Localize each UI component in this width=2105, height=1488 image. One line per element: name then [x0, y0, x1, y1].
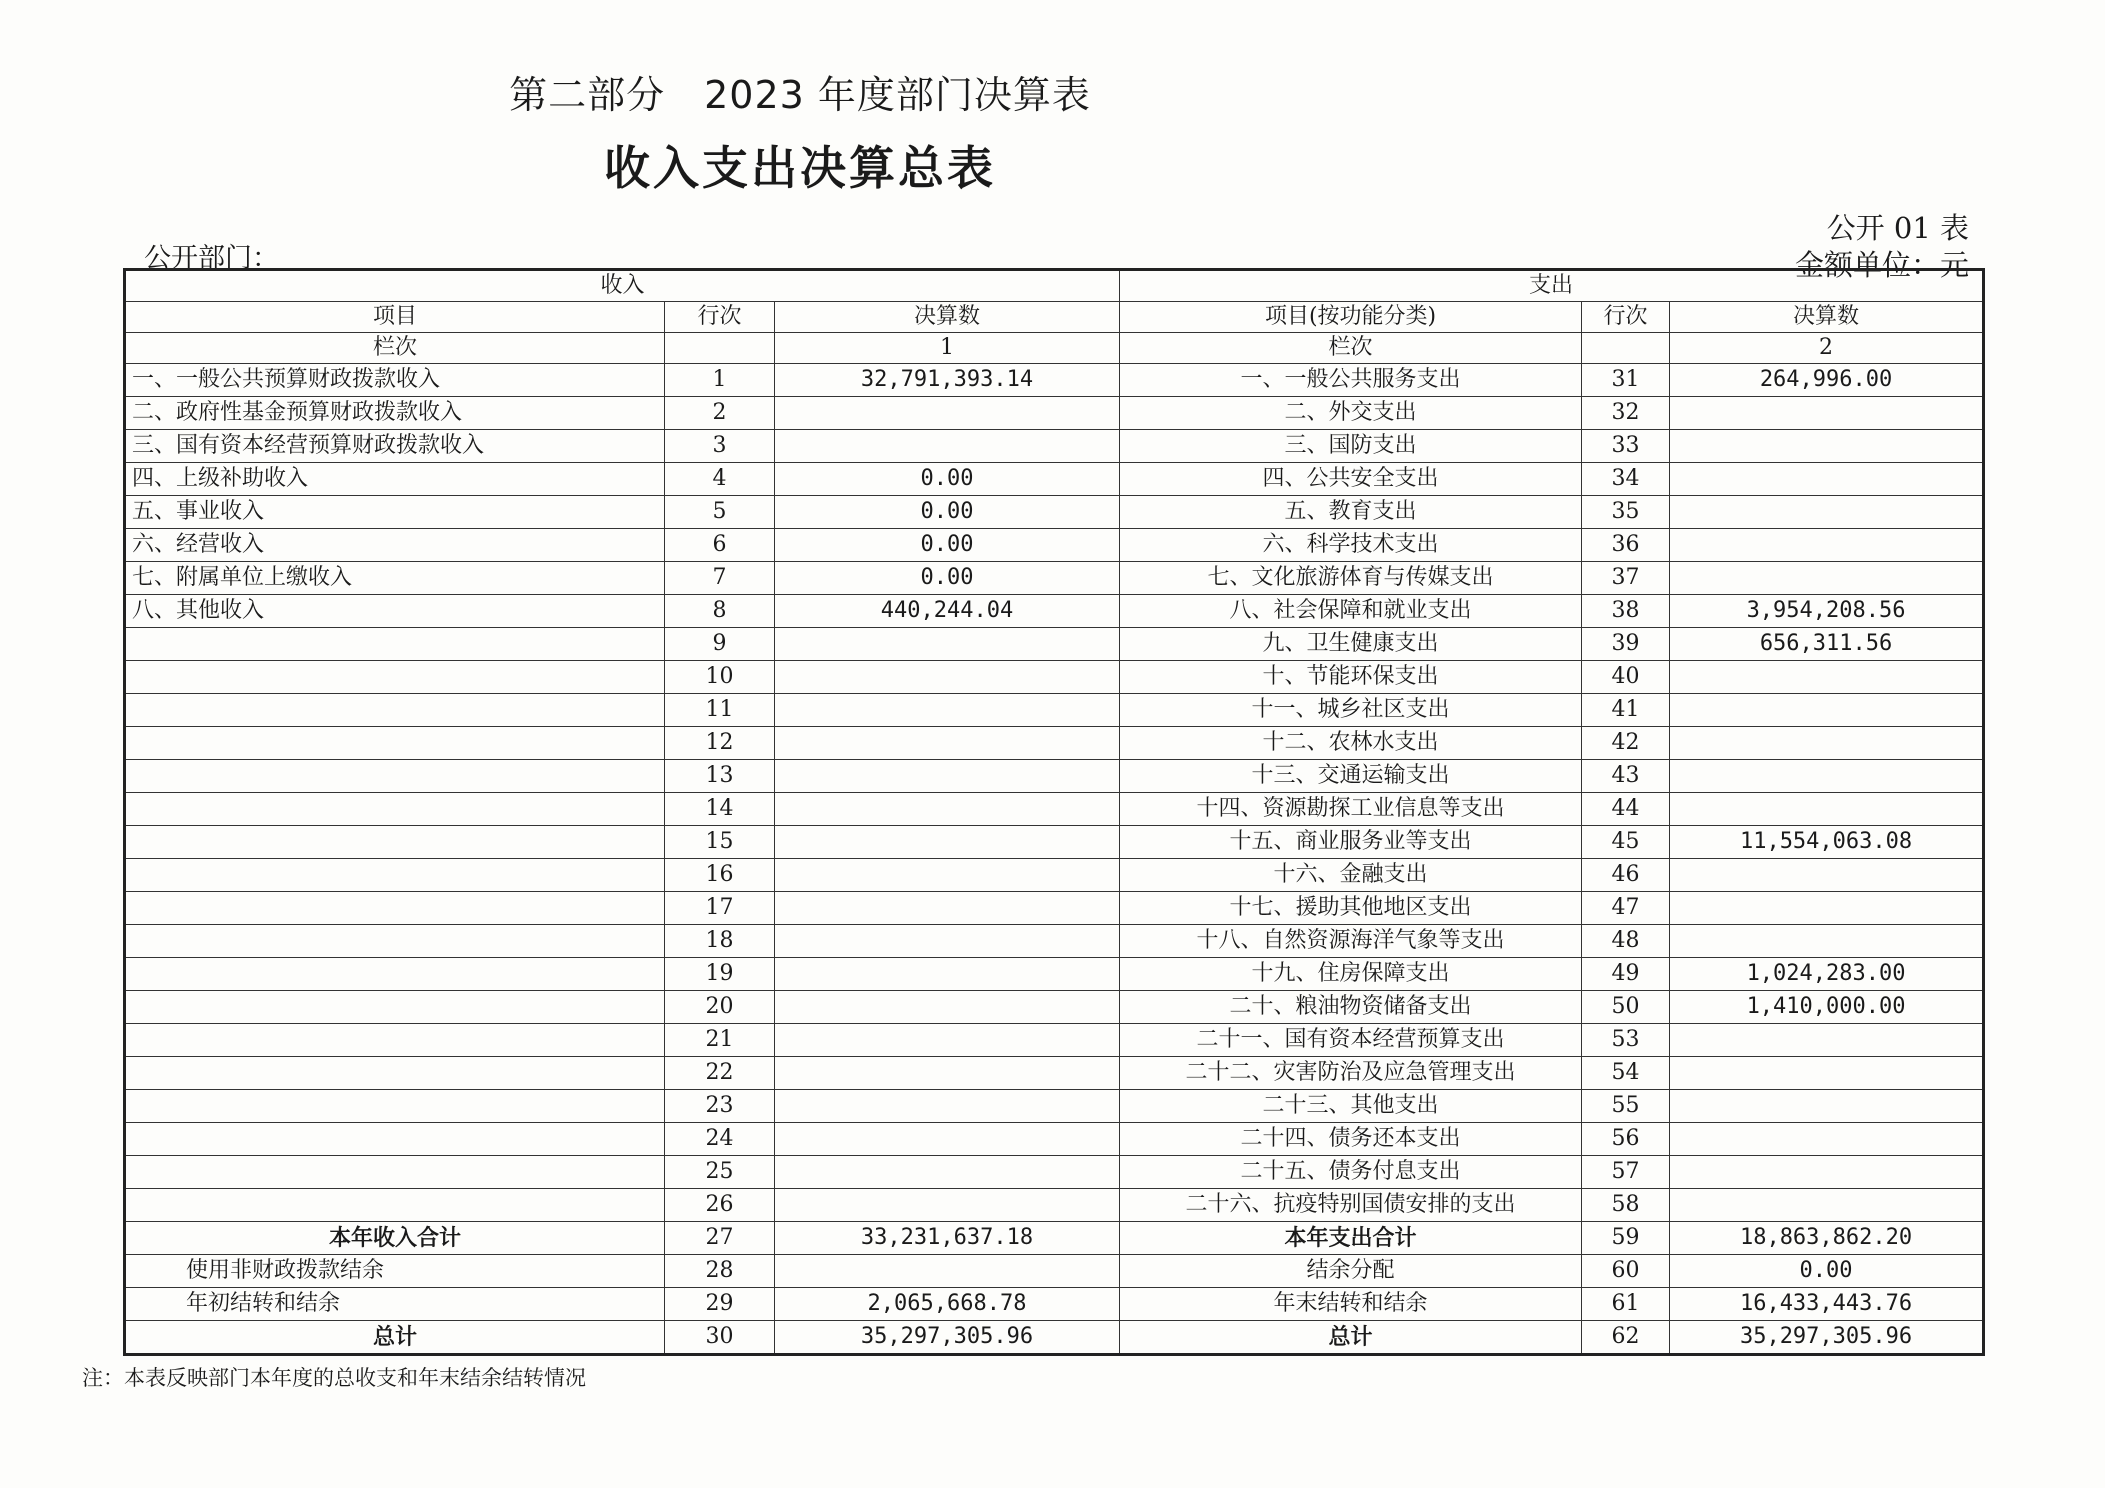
expense-amount-cell	[1670, 430, 1984, 463]
income-line-cell: 23	[665, 1090, 775, 1123]
table-row	[125, 562, 1984, 595]
income-line-cell: 20	[665, 991, 775, 1024]
expense-item-cell: 十一、城乡社区支出	[1120, 694, 1582, 727]
income-item-cell	[125, 925, 665, 958]
expense-amount-cell	[1670, 562, 1984, 595]
expense-amount-cell	[1670, 1024, 1984, 1057]
income-amount-cell	[775, 1024, 1120, 1057]
part-title: 第二部分 2023 年度部门决算表	[509, 73, 1091, 117]
expense-line-cell: 35	[1582, 496, 1670, 529]
expense-item-cell: 三、国防支出	[1120, 430, 1582, 463]
expense-amount-cell	[1670, 925, 1984, 958]
income-line-cell: 7	[665, 562, 775, 595]
table-row	[125, 496, 1984, 529]
income-line-cell: 13	[665, 760, 775, 793]
table-row	[125, 661, 1984, 694]
income-item-cell	[125, 1090, 665, 1123]
income-line-cell: 25	[665, 1156, 775, 1189]
income-line-cell: 27	[665, 1222, 775, 1255]
income-line-cell: 3	[665, 430, 775, 463]
summary-row	[125, 1321, 1984, 1355]
expense-line-cell: 38	[1582, 595, 1670, 628]
income-item-cell	[125, 991, 665, 1024]
expense-amount-cell: 3,954,208.56	[1670, 595, 1984, 628]
expense-item-cell: 二十三、其他支出	[1120, 1090, 1582, 1123]
expense-line-cell: 37	[1582, 562, 1670, 595]
income-item-cell: 四、上级补助收入	[125, 463, 665, 496]
expense-amount-cell: 16,433,443.76	[1670, 1288, 1984, 1321]
expense-line-cell: 39	[1582, 628, 1670, 661]
table-row	[125, 1090, 1984, 1123]
table-row	[125, 991, 1984, 1024]
expense-amount-cell	[1670, 1156, 1984, 1189]
expense-line-cell: 31	[1582, 364, 1670, 397]
expense-amount-cell	[1670, 496, 1984, 529]
income-line-cell: 10	[665, 661, 775, 694]
column-header-row	[125, 302, 1984, 333]
income-item-cell	[125, 1057, 665, 1090]
table-row	[125, 694, 1984, 727]
income-item-cell	[125, 1123, 665, 1156]
expense-amount-cell	[1670, 1057, 1984, 1090]
income-amount-cell	[775, 628, 1120, 661]
expense-item-cell: 十八、自然资源海洋气象等支出	[1120, 925, 1582, 958]
expense-item-cell: 十七、援助其他地区支出	[1120, 892, 1582, 925]
expense-item-cell: 十三、交通运输支出	[1120, 760, 1582, 793]
expense-amount-cell	[1670, 661, 1984, 694]
col-line: 行次	[665, 302, 775, 333]
col-index-2: 2	[1670, 333, 1984, 364]
table-row	[125, 727, 1984, 760]
income-item-cell	[125, 958, 665, 991]
col-amount: 决算数	[775, 302, 1120, 333]
income-item-cell: 总计	[125, 1321, 665, 1355]
income-item-cell	[125, 1024, 665, 1057]
income-line-cell: 29	[665, 1288, 775, 1321]
table-row	[125, 595, 1984, 628]
table-row	[125, 1057, 1984, 1090]
income-amount-cell	[775, 1090, 1120, 1123]
col-index-label2: 栏次	[1120, 333, 1582, 364]
expense-line-cell: 57	[1582, 1156, 1670, 1189]
table-row	[125, 760, 1984, 793]
income-line-cell: 6	[665, 529, 775, 562]
table-row	[125, 529, 1984, 562]
expense-line-cell: 53	[1582, 1024, 1670, 1057]
income-line-cell: 9	[665, 628, 775, 661]
col-item: 项目	[125, 302, 665, 333]
summary-row	[125, 1255, 1984, 1288]
income-amount-cell	[775, 1189, 1120, 1222]
table-row	[125, 1189, 1984, 1222]
page-title: 收入支出决算总表	[604, 141, 996, 195]
income-amount-cell	[775, 826, 1120, 859]
expense-item-cell: 二十四、债务还本支出	[1120, 1123, 1582, 1156]
department-label: 公开部门：	[144, 243, 279, 274]
income-amount-cell: 2,065,668.78	[775, 1288, 1120, 1321]
income-line-cell: 5	[665, 496, 775, 529]
table-row	[125, 958, 1984, 991]
expense-item-cell: 二十二、灾害防治及应急管理支出	[1120, 1057, 1582, 1090]
income-amount-cell: 0.00	[775, 496, 1120, 529]
expense-amount-cell	[1670, 397, 1984, 430]
income-item-cell	[125, 1189, 665, 1222]
expense-item-cell: 十五、商业服务业等支出	[1120, 826, 1582, 859]
table-row	[125, 1123, 1984, 1156]
expense-line-cell: 32	[1582, 397, 1670, 430]
expense-amount-cell: 656,311.56	[1670, 628, 1984, 661]
table-row	[125, 628, 1984, 661]
income-item-cell	[125, 760, 665, 793]
income-amount-cell	[775, 694, 1120, 727]
expense-item-cell: 十九、住房保障支出	[1120, 958, 1582, 991]
income-item-cell: 使用非财政拨款结余	[125, 1255, 665, 1288]
income-amount-cell	[775, 430, 1120, 463]
income-line-cell: 24	[665, 1123, 775, 1156]
expense-item-cell: 六、科学技术支出	[1120, 529, 1582, 562]
expense-amount-cell	[1670, 694, 1984, 727]
income-item-cell	[125, 826, 665, 859]
income-line-cell: 8	[665, 595, 775, 628]
expense-line-cell: 54	[1582, 1057, 1670, 1090]
income-item-cell	[125, 859, 665, 892]
expense-line-cell: 56	[1582, 1123, 1670, 1156]
expense-item-cell: 二十六、抗疫特别国债安排的支出	[1120, 1189, 1582, 1222]
income-amount-cell	[775, 1123, 1120, 1156]
income-item-cell: 本年收入合计	[125, 1222, 665, 1255]
income-line-cell: 15	[665, 826, 775, 859]
col-index-label: 栏次	[125, 333, 665, 364]
expense-item-cell: 二十五、债务付息支出	[1120, 1156, 1582, 1189]
income-amount-cell	[775, 1156, 1120, 1189]
expense-item-cell: 十、节能环保支出	[1120, 661, 1582, 694]
empty-cell	[1582, 333, 1670, 364]
col-item-func: 项目(按功能分类)	[1120, 302, 1582, 333]
expense-item-cell: 九、卫生健康支出	[1120, 628, 1582, 661]
income-item-cell	[125, 892, 665, 925]
income-expense-table	[123, 268, 1985, 1356]
income-item-cell: 六、经营收入	[125, 529, 665, 562]
income-item-cell	[125, 793, 665, 826]
income-item-cell: 七、附属单位上缴收入	[125, 562, 665, 595]
income-item-cell	[125, 1156, 665, 1189]
expense-line-cell: 36	[1582, 529, 1670, 562]
income-line-cell: 21	[665, 1024, 775, 1057]
expense-line-cell: 59	[1582, 1222, 1670, 1255]
table-row	[125, 430, 1984, 463]
income-line-cell: 28	[665, 1255, 775, 1288]
expense-item-cell: 二十、粮油物资储备支出	[1120, 991, 1582, 1024]
expense-item-cell: 十四、资源勘探工业信息等支出	[1120, 793, 1582, 826]
income-line-cell: 11	[665, 694, 775, 727]
expense-item-cell: 四、公共安全支出	[1120, 463, 1582, 496]
expense-line-cell: 40	[1582, 661, 1670, 694]
expense-amount-cell	[1670, 463, 1984, 496]
income-line-cell: 17	[665, 892, 775, 925]
summary-row	[125, 1288, 1984, 1321]
income-item-cell	[125, 628, 665, 661]
income-line-cell: 4	[665, 463, 775, 496]
expense-line-cell: 48	[1582, 925, 1670, 958]
table-row	[125, 892, 1984, 925]
income-amount-cell	[775, 397, 1120, 430]
table-row	[125, 364, 1984, 397]
expense-amount-cell	[1670, 1090, 1984, 1123]
table-row	[125, 925, 1984, 958]
income-item-cell	[125, 727, 665, 760]
income-amount-cell: 0.00	[775, 463, 1120, 496]
income-amount-cell	[775, 958, 1120, 991]
section-header-row	[125, 270, 1984, 302]
expense-amount-cell: 0.00	[1670, 1255, 1984, 1288]
expense-amount-cell	[1670, 793, 1984, 826]
table-row	[125, 826, 1984, 859]
expense-item-cell: 十六、金融支出	[1120, 859, 1582, 892]
expense-line-cell: 62	[1582, 1321, 1670, 1355]
income-amount-cell	[775, 859, 1120, 892]
income-line-cell: 18	[665, 925, 775, 958]
table-row	[125, 397, 1984, 430]
income-item-cell: 一、一般公共预算财政拨款收入	[125, 364, 665, 397]
column-index-row	[125, 333, 1984, 364]
expense-amount-cell: 18,863,862.20	[1670, 1222, 1984, 1255]
col-amount2: 决算数	[1670, 302, 1984, 333]
table-row	[125, 1024, 1984, 1057]
expense-item-cell: 八、社会保障和就业支出	[1120, 595, 1582, 628]
footnote: 注：本表反映部门本年度的总收支和年末结余结转情况	[82, 1366, 586, 1390]
income-amount-cell: 32,791,393.14	[775, 364, 1120, 397]
expense-item-cell: 总计	[1120, 1321, 1582, 1355]
expense-line-cell: 47	[1582, 892, 1670, 925]
income-line-cell: 12	[665, 727, 775, 760]
income-line-cell: 30	[665, 1321, 775, 1355]
expense-item-cell: 本年支出合计	[1120, 1222, 1582, 1255]
income-line-cell: 2	[665, 397, 775, 430]
income-item-cell: 八、其他收入	[125, 595, 665, 628]
income-line-cell: 26	[665, 1189, 775, 1222]
income-line-cell: 16	[665, 859, 775, 892]
expense-line-cell: 34	[1582, 463, 1670, 496]
income-amount-cell	[775, 925, 1120, 958]
form-number: 公开 01 表	[1826, 211, 1969, 245]
expense-amount-cell	[1670, 529, 1984, 562]
col-index-1: 1	[775, 333, 1120, 364]
income-line-cell: 19	[665, 958, 775, 991]
expense-item-cell: 一、一般公共服务支出	[1120, 364, 1582, 397]
expense-amount-cell	[1670, 1189, 1984, 1222]
expense-item-cell: 结余分配	[1120, 1255, 1582, 1288]
amount-unit: 金额单位：元	[1794, 248, 1969, 282]
income-amount-cell	[775, 1255, 1120, 1288]
income-amount-cell: 0.00	[775, 529, 1120, 562]
expense-line-cell: 58	[1582, 1189, 1670, 1222]
expense-amount-cell: 11,554,063.08	[1670, 826, 1984, 859]
expense-amount-cell: 1,410,000.00	[1670, 991, 1984, 1024]
expense-amount-cell: 1,024,283.00	[1670, 958, 1984, 991]
expense-line-cell: 33	[1582, 430, 1670, 463]
table-row	[125, 859, 1984, 892]
income-amount-cell	[775, 892, 1120, 925]
expense-item-cell: 七、文化旅游体育与传媒支出	[1120, 562, 1582, 595]
income-item-cell: 年初结转和结余	[125, 1288, 665, 1321]
income-item-cell	[125, 661, 665, 694]
expense-line-cell: 42	[1582, 727, 1670, 760]
expense-line-cell: 46	[1582, 859, 1670, 892]
expense-line-cell: 45	[1582, 826, 1670, 859]
income-line-cell: 14	[665, 793, 775, 826]
table-row	[125, 463, 1984, 496]
income-amount-cell	[775, 760, 1120, 793]
expense-item-cell: 二十一、国有资本经营预算支出	[1120, 1024, 1582, 1057]
table-row	[125, 793, 1984, 826]
col-line2: 行次	[1582, 302, 1670, 333]
income-amount-cell: 0.00	[775, 562, 1120, 595]
income-amount-cell: 33,231,637.18	[775, 1222, 1120, 1255]
expense-amount-cell	[1670, 760, 1984, 793]
expense-item-cell: 二、外交支出	[1120, 397, 1582, 430]
expense-line-cell: 49	[1582, 958, 1670, 991]
income-item-cell: 二、政府性基金预算财政拨款收入	[125, 397, 665, 430]
income-amount-cell: 440,244.04	[775, 595, 1120, 628]
expense-line-cell: 41	[1582, 694, 1670, 727]
expense-amount-cell: 35,297,305.96	[1670, 1321, 1984, 1355]
income-item-cell: 三、国有资本经营预算财政拨款收入	[125, 430, 665, 463]
income-amount-cell	[775, 793, 1120, 826]
expense-line-cell: 50	[1582, 991, 1670, 1024]
expense-line-cell: 55	[1582, 1090, 1670, 1123]
expense-line-cell: 44	[1582, 793, 1670, 826]
income-line-cell: 1	[665, 364, 775, 397]
income-amount-cell	[775, 727, 1120, 760]
income-amount-cell	[775, 1057, 1120, 1090]
expense-amount-cell	[1670, 1123, 1984, 1156]
income-item-cell	[125, 694, 665, 727]
income-amount-cell	[775, 661, 1120, 694]
income-header: 收入	[125, 270, 1120, 302]
table-row	[125, 1156, 1984, 1189]
expense-line-cell: 60	[1582, 1255, 1670, 1288]
expense-amount-cell: 264,996.00	[1670, 364, 1984, 397]
income-amount-cell: 35,297,305.96	[775, 1321, 1120, 1355]
expense-item-cell: 年末结转和结余	[1120, 1288, 1582, 1321]
expense-amount-cell	[1670, 727, 1984, 760]
income-item-cell: 五、事业收入	[125, 496, 665, 529]
income-amount-cell	[775, 991, 1120, 1024]
summary-row	[125, 1222, 1984, 1255]
income-line-cell: 22	[665, 1057, 775, 1090]
expense-amount-cell	[1670, 859, 1984, 892]
expense-item-cell: 五、教育支出	[1120, 496, 1582, 529]
expense-header: 支出	[1120, 270, 1984, 302]
expense-line-cell: 43	[1582, 760, 1670, 793]
expense-line-cell: 61	[1582, 1288, 1670, 1321]
empty-cell	[665, 333, 775, 364]
expense-amount-cell	[1670, 892, 1984, 925]
expense-item-cell: 十二、农林水支出	[1120, 727, 1582, 760]
